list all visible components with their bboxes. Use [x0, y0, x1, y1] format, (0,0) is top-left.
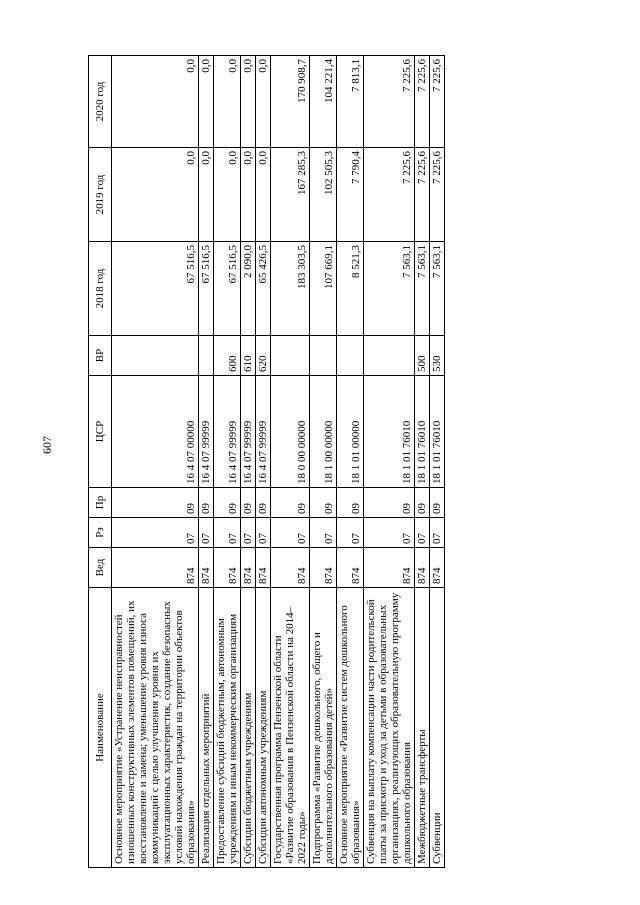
cell-rz: 07 — [241, 518, 256, 548]
table-header-row — [89, 56, 112, 868]
column-header-2020: 2020 год — [89, 56, 112, 148]
cell-pr: 09 — [241, 488, 256, 518]
cell-2018: 107 669,1 — [310, 242, 337, 336]
cell-csr: 18 1 01 00000 — [337, 376, 364, 488]
cell-2020: 7 225,6 — [415, 56, 430, 148]
cell-2019: 167 285,3 — [271, 148, 310, 242]
table-row — [214, 56, 241, 868]
cell-2019: 7 225,6 — [415, 148, 430, 242]
table-row — [364, 56, 415, 868]
cell-ved: 874 — [112, 548, 199, 588]
table-row — [112, 56, 199, 868]
table-row — [415, 56, 430, 868]
cell-name: Государственная программа Пензенской области «Развитие образования в Пензенской области на 2014–2022 годы» — [271, 588, 310, 868]
cell-2018: 183 303,5 — [271, 242, 310, 336]
cell-pr: 09 — [310, 488, 337, 518]
cell-2019: 7 225,6 — [364, 148, 415, 242]
cell-ved: 874 — [364, 548, 415, 588]
column-header-csr: ЦСР — [89, 376, 112, 488]
cell-vr: 620 — [256, 336, 271, 376]
cell-ved: 874 — [310, 548, 337, 588]
cell-2019: 7 790,4 — [337, 148, 364, 242]
cell-vr — [271, 336, 310, 376]
cell-vr — [112, 336, 199, 376]
cell-2018: 67 516,5 — [112, 242, 199, 336]
budget-table-container — [88, 56, 512, 868]
cell-pr: 09 — [199, 488, 214, 518]
cell-2020: 104 221,4 — [310, 56, 337, 148]
cell-2020: 7 813,1 — [337, 56, 364, 148]
cell-2020: 170 908,7 — [271, 56, 310, 148]
cell-ved: 874 — [214, 548, 241, 588]
cell-2018: 67 516,5 — [214, 242, 241, 336]
page-number: 607 — [40, 436, 54, 454]
cell-2020: 0,0 — [256, 56, 271, 148]
cell-pr: 09 — [256, 488, 271, 518]
cell-rz: 07 — [364, 518, 415, 548]
cell-2019: 0,0 — [241, 148, 256, 242]
cell-vr — [364, 336, 415, 376]
cell-vr: 530 — [430, 336, 445, 376]
table-row — [271, 56, 310, 868]
table-row — [199, 56, 214, 868]
cell-ved: 874 — [199, 548, 214, 588]
cell-name: Субсидии бюджетным учреждениям — [241, 588, 256, 868]
cell-2020: 0,0 — [241, 56, 256, 148]
cell-2020: 0,0 — [199, 56, 214, 148]
cell-2018: 2 090,0 — [241, 242, 256, 336]
column-header-2018: 2018 год — [89, 242, 112, 336]
cell-csr: 16 4 07 99999 — [256, 376, 271, 488]
cell-name: Предоставление субсидий бюджетным, автономным учреждениям и иным некоммерческим организациям — [214, 588, 241, 868]
cell-pr: 09 — [430, 488, 445, 518]
column-header-rz: Рз — [89, 518, 112, 548]
cell-name: Межбюджетные трансферты — [415, 588, 430, 868]
table-row — [241, 56, 256, 868]
column-header-pr: Пр — [89, 488, 112, 518]
cell-2018: 8 521,3 — [337, 242, 364, 336]
cell-rz: 07 — [256, 518, 271, 548]
cell-csr: 16 4 07 99999 — [199, 376, 214, 488]
cell-vr — [199, 336, 214, 376]
cell-2020: 0,0 — [214, 56, 241, 148]
table-body — [112, 56, 445, 868]
cell-pr: 09 — [271, 488, 310, 518]
cell-2019: 0,0 — [214, 148, 241, 242]
cell-2018: 65 426,5 — [256, 242, 271, 336]
cell-csr: 16 4 07 99999 — [241, 376, 256, 488]
cell-2019: 7 225,6 — [430, 148, 445, 242]
column-header-name: Наименование — [89, 588, 112, 868]
cell-vr: 610 — [241, 336, 256, 376]
cell-ved: 874 — [256, 548, 271, 588]
cell-2018: 67 516,5 — [199, 242, 214, 336]
cell-rz: 07 — [199, 518, 214, 548]
cell-pr: 09 — [214, 488, 241, 518]
cell-ved: 874 — [241, 548, 256, 588]
cell-ved: 874 — [415, 548, 430, 588]
cell-csr: 18 1 01 76010 — [415, 376, 430, 488]
cell-2019: 0,0 — [112, 148, 199, 242]
table-row — [256, 56, 271, 868]
table-row — [310, 56, 337, 868]
cell-name: Основное мероприятие «Устранение неисправностей изношенных конструктивных элементов помещений, их восстановление и замена; уменьшение уровня износа коммуникаций с целью улучшения уровня их эксплуатационных характеристик, создание безопасных условий нахождения граждан на территории объектов образования» — [112, 588, 199, 868]
cell-csr: 18 1 00 00000 — [310, 376, 337, 488]
budget-table — [88, 55, 445, 868]
cell-csr: 18 1 01 76010 — [430, 376, 445, 488]
cell-2020: 7 225,6 — [364, 56, 415, 148]
cell-rz: 07 — [415, 518, 430, 548]
cell-pr: 09 — [415, 488, 430, 518]
cell-2019: 0,0 — [199, 148, 214, 242]
cell-ved: 874 — [430, 548, 445, 588]
table-row — [337, 56, 364, 868]
cell-2018: 7 563,1 — [430, 242, 445, 336]
cell-2020: 0,0 — [112, 56, 199, 148]
cell-vr — [310, 336, 337, 376]
cell-2019: 0,0 — [256, 148, 271, 242]
cell-2018: 7 563,1 — [415, 242, 430, 336]
cell-name: Субвенция на выплату компенсации части родительской платы за присмотр и уход за детьми в образовательных организациях, реализующих образовательную программу дошкольного образования — [364, 588, 415, 868]
cell-name: Подпрограмма «Развитие дошкольного, общего и дополнительного образования детей» — [310, 588, 337, 868]
column-header-ved: Вед — [89, 548, 112, 588]
cell-vr: 500 — [415, 336, 430, 376]
column-header-vr: ВР — [89, 336, 112, 376]
cell-pr: 09 — [364, 488, 415, 518]
cell-csr: 18 0 00 00000 — [271, 376, 310, 488]
cell-csr: 16 4 07 00000 — [112, 376, 199, 488]
cell-rz: 07 — [214, 518, 241, 548]
cell-name: Основное мероприятие «Развитие систем дошкольного образования» — [337, 588, 364, 868]
cell-pr: 09 — [337, 488, 364, 518]
cell-vr: 600 — [214, 336, 241, 376]
cell-2018: 7 563,1 — [364, 242, 415, 336]
cell-name: Субсидии автономным учреждениям — [256, 588, 271, 868]
cell-rz: 07 — [271, 518, 310, 548]
cell-csr: 18 1 01 76010 — [364, 376, 415, 488]
cell-rz: 07 — [310, 518, 337, 548]
cell-2019: 102 505,3 — [310, 148, 337, 242]
cell-pr: 09 — [112, 488, 199, 518]
cell-name: Реализация отдельных мероприятий — [199, 588, 214, 868]
table-row — [430, 56, 445, 868]
cell-vr — [337, 336, 364, 376]
cell-2020: 7 225,6 — [430, 56, 445, 148]
cell-ved: 874 — [337, 548, 364, 588]
cell-rz: 07 — [430, 518, 445, 548]
column-header-2019: 2019 год — [89, 148, 112, 242]
cell-rz: 07 — [112, 518, 199, 548]
cell-csr: 16 4 07 99999 — [214, 376, 241, 488]
cell-ved: 874 — [271, 548, 310, 588]
cell-rz: 07 — [337, 518, 364, 548]
cell-name: Субвенции — [430, 588, 445, 868]
